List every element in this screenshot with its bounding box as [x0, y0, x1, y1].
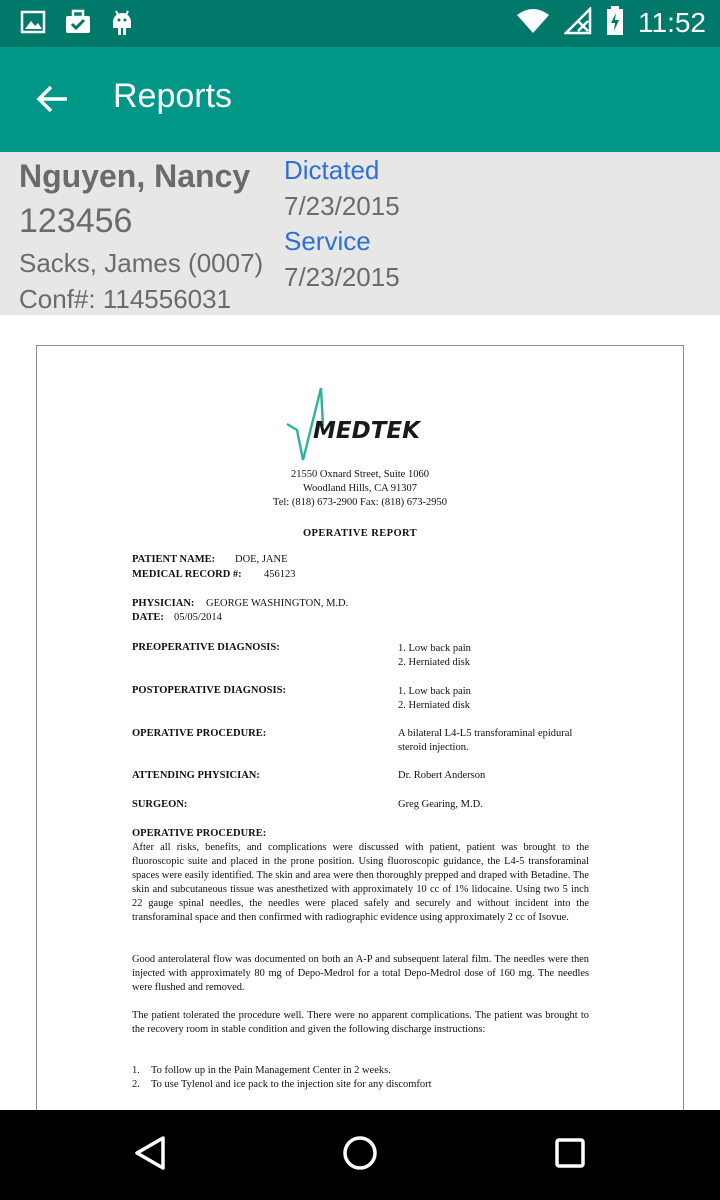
report-header	[0, 152, 720, 315]
mrn-label: MEDICAL RECORD #:	[132, 569, 242, 580]
medtek-logo	[285, 386, 445, 466]
nav-recents-button[interactable]	[540, 1130, 600, 1180]
preop-item-2: 2. Herniated disk	[398, 657, 471, 668]
procedure-label: OPERATIVE PROCEDURE:	[132, 728, 267, 739]
narrative-paragraph-2: Good anterolateral flow was documented on both an A-P and subsequent lateral film. The needles were then injected with approximately 80 mg of Depo-Medrol for a total Depo-Medrol dose of 160 mg. The needles were flushed and removed.	[132, 954, 589, 993]
document-viewer[interactable]	[0, 315, 720, 1110]
dictated-label: Dictated	[284, 155, 380, 185]
battery-charging-icon	[606, 6, 624, 40]
preop-item-1: 1. Low back pain	[398, 643, 471, 654]
service-label: Service	[284, 226, 371, 256]
instruction-2-number: 2.	[132, 1079, 140, 1090]
narrative-paragraph-1: After all risks, benefits, and complications were discussed with patient, patient was brought to the fluoroscopic suite and placed in the prone position. Using fluoroscopic guidance, the L4-5 transforaminal spaces were easily identified. The skin and area were then thoroughly prepped and draped with Betadine. The skin and subcutaneous tissue was anesthetized with approximately 10 cc of 1% lidocaine. Using two 5 inch 22 gauge spinal needles, the needles were placed safely and securely and without incident into the transforaminal space and then confirmed with radiographic evidence using approximately 2 cc of Isovue.	[132, 842, 589, 923]
attending-label: ATTENDING PHYSICIAN:	[132, 770, 260, 781]
page-title: Reports	[113, 77, 233, 115]
image-icon	[20, 9, 46, 39]
home-circle-icon	[342, 1135, 378, 1175]
app-bar	[0, 47, 720, 152]
date-value: 05/05/2014	[174, 612, 222, 623]
postop-label: POSTOPERATIVE DIAGNOSIS:	[132, 685, 286, 696]
document-title: OPERATIVE REPORT	[302, 528, 418, 539]
android-icon	[110, 8, 134, 40]
back-button[interactable]	[24, 73, 80, 129]
instruction-1: To follow up in the Pain Management Center in 2 weeks.	[151, 1065, 391, 1076]
back-triangle-icon	[133, 1135, 167, 1175]
nav-home-button[interactable]	[330, 1130, 390, 1180]
phone-fax: Tel: (818) 673-2900 Fax: (818) 673-2950	[273, 497, 447, 508]
service-date: 7/23/2015	[284, 262, 400, 292]
procedure-line-2: steroid injection.	[398, 742, 469, 753]
status-bar	[0, 0, 720, 47]
logo-text: MEDTEK	[313, 418, 420, 444]
notification-icons	[20, 9, 134, 39]
system-icons	[516, 6, 706, 40]
surgeon-label: SURGEON:	[132, 799, 188, 810]
date-label: DATE:	[132, 612, 164, 623]
no-signal-icon	[564, 7, 592, 39]
clock-time: 11:52	[638, 7, 706, 38]
postop-item-1: 1. Low back pain	[398, 686, 471, 697]
address-line-1: 21550 Oxnard Street, Suite 1060	[291, 469, 429, 480]
recents-square-icon	[554, 1137, 586, 1173]
patient-name: Nguyen, Nancy	[19, 158, 251, 194]
arrow-back-icon	[35, 84, 69, 118]
doc-physician-value: GEORGE WASHINGTON, M.D.	[206, 598, 349, 609]
surgeon-value: Greg Gearing, M.D.	[398, 799, 483, 810]
address-line-2: Woodland Hills, CA 91307	[302, 483, 418, 494]
doc-physician-label: PHYSICIAN:	[132, 598, 195, 609]
navigation-bar	[0, 1110, 720, 1200]
dictated-date: 7/23/2015	[284, 191, 400, 221]
narrative-paragraph-3: The patient tolerated the procedure well. There were no apparent complications. The patient was brought to the recovery room in stable condition and given the following discharge instructions:	[132, 1010, 589, 1035]
report-page	[36, 345, 684, 1110]
attending-value: Dr. Robert Anderson	[398, 770, 486, 781]
instruction-2: To use Tylenol and ice pack to the injection site for any discomfort	[151, 1079, 432, 1090]
patient-id: 123456	[19, 202, 133, 240]
physician-name: Sacks, James (0007)	[19, 248, 264, 278]
wifi-icon	[516, 8, 550, 38]
confirmation-number: Conf#: 114556031	[19, 284, 232, 314]
procedure-line-1: A bilateral L4-L5 transforaminal epidural	[398, 728, 573, 739]
mrn-value: 456123	[264, 569, 296, 580]
narrative-label: OPERATIVE PROCEDURE:	[132, 828, 267, 839]
patient-name-label: PATIENT NAME:	[132, 554, 216, 565]
nav-back-button[interactable]	[120, 1130, 180, 1180]
instruction-1-number: 1.	[132, 1065, 140, 1076]
postop-item-2: 2. Herniated disk	[398, 700, 471, 711]
patient-name-value: DOE, JANE	[235, 554, 288, 565]
briefcase-check-icon	[64, 9, 92, 39]
preop-label: PREOPERATIVE DIAGNOSIS:	[132, 642, 280, 653]
